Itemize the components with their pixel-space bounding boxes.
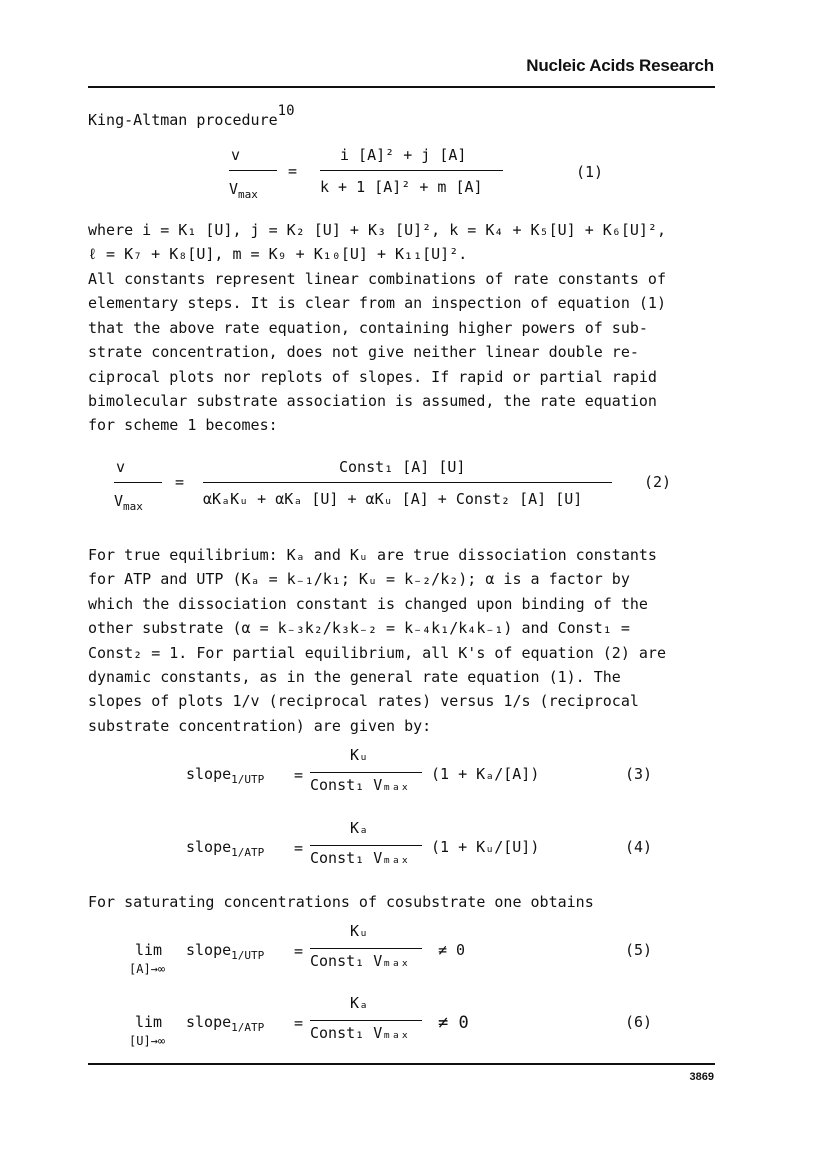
eq5-lhs: slope$_{1/UTP}$ — [186, 941, 265, 962]
eq2-denominator: αKₐKᵤ + αKₐ [U] + αKᵤ [A] + Const₂ [A] [U] — [203, 490, 583, 508]
where-line: where i = K₁ [U], j = K₂ [U] + K₃ [U]², k = K₄ + K₅[U] + K₆[U]², — [88, 221, 666, 239]
eq6-equals: = — [294, 1014, 304, 1032]
eq3-lhs: slope$_{1/UTP}$ — [186, 765, 265, 786]
eq2-lhs-num: v — [116, 458, 126, 476]
text-line: for ATP and UTP (Kₐ = k₋₁/k₁; Kᵤ = k₋₂/k₂); α is a factor by — [88, 570, 630, 589]
eq1-fraction-line — [320, 170, 503, 171]
where-line: ℓ = K₇ + K₈[U], m = K₉ + K₁₀[U] + K₁₁[U]². — [88, 245, 468, 264]
where-definitions — [88, 218, 728, 267]
eq4-numerator: Kₐ — [350, 819, 369, 837]
eq4-lhs: slope$_{1/ATP}$ — [186, 838, 265, 859]
eq1-lhs-num: v — [231, 146, 241, 164]
eq1-numerator: i [A]² + j [A] — [340, 146, 467, 164]
header-rule — [88, 86, 715, 88]
text-line: substrate concentration) are given by: — [88, 716, 432, 735]
eq4-denominator: Const₁ Vₘₐₓ — [310, 849, 410, 867]
text-line: bimolecular substrate association is assumed, the rate equation — [88, 392, 657, 411]
eq6-lim-subscript: [U]→∞ — [129, 1034, 166, 1048]
eq6-denominator: Const₁ Vₘₐₓ — [310, 1024, 410, 1042]
journal-title: Nucleic Acids Research — [526, 56, 714, 75]
text-line: elementary steps. It is clear from an inspection of equation (1) — [88, 294, 666, 313]
eq4-fraction-line — [310, 845, 422, 846]
text-line: strate concentration, does not give neither linear double re- — [88, 343, 639, 362]
text-line: All constants represent linear combinations of rate constants of — [88, 270, 666, 288]
eq2-label: (2) — [644, 473, 672, 491]
eq5-lim: lim — [135, 941, 163, 959]
eq6-label: (6) — [625, 1013, 653, 1031]
eq3-equals: = — [294, 766, 304, 784]
eq1-equals: = — [288, 162, 298, 180]
page-number: 3869 — [689, 1071, 714, 1083]
eq3-fraction-line — [310, 772, 422, 773]
text-line: other substrate (α = k₋₃k₂/k₃k₋₂ = k₋₄k₁/k₄k₋₁) and Const₁ = — [88, 619, 630, 638]
eq6-lim: lim — [135, 1013, 163, 1031]
eq5-denominator: Const₁ Vₘₐₓ — [310, 952, 410, 970]
eq3-label: (3) — [625, 765, 653, 783]
eq4-label: (4) — [625, 838, 653, 856]
footer-rule — [88, 1063, 715, 1065]
eq1-lhs-den: $V_{max}$ — [229, 180, 258, 201]
text-line: ciprocal plots nor replots of slopes. If rapid or partial rapid — [88, 367, 657, 386]
eq4-tail: (1 + Kᵤ/[U]) — [431, 838, 540, 856]
eq2-equals: = — [175, 473, 185, 491]
eq5-fraction-line — [310, 948, 422, 949]
text-line: for scheme 1 becomes: — [88, 416, 278, 435]
text-line: Const₂ = 1. For partial equilibrium, all K's of equation (2) are — [88, 643, 666, 662]
eq6-lhs: slope$_{1/ATP}$ — [186, 1013, 265, 1034]
eq1-lhs-line — [229, 170, 277, 171]
paragraph-2 — [88, 543, 728, 738]
section-title-ref: 10 — [277, 103, 295, 119]
eq3-tail: (1 + Kₐ/[A]) — [431, 765, 540, 783]
eq1-label: (1) — [576, 163, 604, 181]
eq5-label: (5) — [625, 941, 653, 959]
eq5-tail: ≠ 0 — [438, 941, 466, 959]
eq2-numerator: Const₁ [A] [U] — [339, 458, 466, 476]
eq5-equals: = — [294, 942, 304, 960]
eq4-equals: = — [294, 839, 304, 857]
paragraph-3: For saturating concentrations of cosubstrate one obtains — [88, 893, 594, 911]
text-line: that the above rate equation, containing higher powers of sub- — [88, 318, 648, 337]
text-line: dynamic constants, as in the general rate equation (1). The — [88, 668, 621, 687]
eq1-denominator: k + 1 [A]² + m [A] — [320, 178, 483, 196]
eq6-tail: ≠ 0 — [438, 1013, 469, 1033]
text-line: slopes of plots 1/v (reciprocal rates) versus 1/s (reciprocal — [88, 692, 639, 711]
eq2-lhs-line — [114, 482, 162, 483]
eq2-fraction-line — [203, 482, 612, 483]
paragraph-1 — [88, 267, 728, 438]
eq6-numerator: Kₐ — [350, 994, 369, 1012]
eq2-lhs-den: $V_{max}$ — [114, 492, 143, 513]
eq5-numerator: Kᵤ — [350, 922, 369, 940]
text-line: For true equilibrium: Kₐ and Kᵤ are true dissociation constants — [88, 546, 657, 564]
eq6-fraction-line — [310, 1020, 422, 1021]
eq5-lim-subscript: [A]→∞ — [129, 962, 166, 976]
section-title — [88, 103, 295, 129]
section-title-text: King-Altman procedure — [88, 111, 278, 129]
eq3-denominator: Const₁ Vₘₐₓ — [310, 776, 410, 794]
text-line: which the dissociation constant is changed upon binding of the — [88, 594, 648, 613]
eq3-numerator: Kᵤ — [350, 746, 369, 764]
